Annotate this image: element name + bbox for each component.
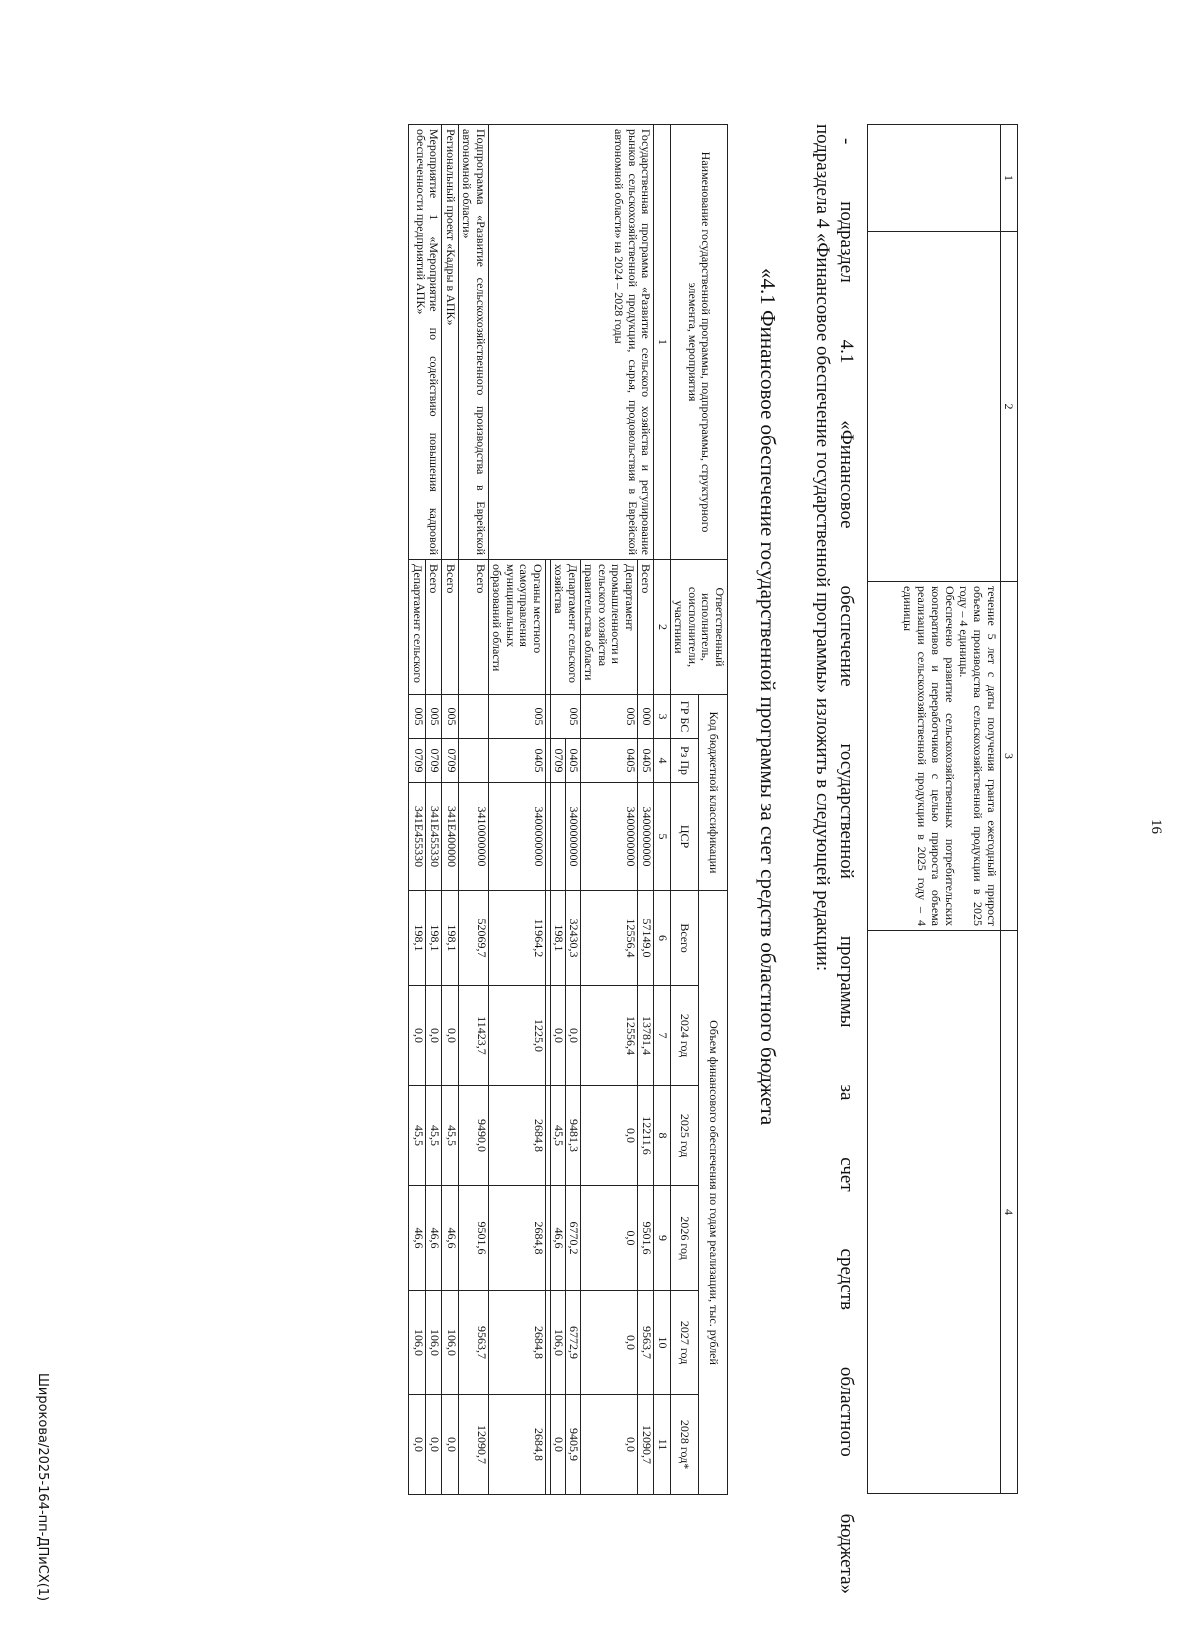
year-2027-cell: 106,0 <box>426 1291 443 1395</box>
year-2026-cell: 2684,8 <box>489 1186 546 1291</box>
col-number: 11 <box>654 1395 671 1495</box>
year-2028-cell: 12090,7 <box>638 1395 655 1495</box>
year-2025-cell: 2684,8 <box>489 1086 546 1186</box>
year-2024-cell: 1225,0 <box>489 986 546 1086</box>
year-2026-cell: 9501,6 <box>638 1186 655 1291</box>
header-volume: Объем финансового обеспечения по годам реализации, тыс. рублей <box>699 891 728 1495</box>
column-number-row <box>654 125 671 1495</box>
year-2024-cell: 0,0 <box>426 986 443 1086</box>
col-number: 1 <box>1001 125 1018 232</box>
header-year-2026: 2026 год <box>671 1186 700 1291</box>
table-row <box>868 125 1001 1494</box>
rzpr-cell: 0709 <box>426 739 443 783</box>
table-row <box>638 125 655 1495</box>
section-title: «4.1 Финансовое обеспечение государственной программы за счет средств областного бюджета <box>756 268 780 1126</box>
csr-cell: 3400000000 <box>581 783 638 891</box>
document-code: Широкова/2025-164-пп-ДПиСХ(1) <box>35 1373 50 1602</box>
table-row <box>1001 125 1018 1494</box>
header-year-2028: 2028 год* <box>671 1395 700 1495</box>
year-2027-cell: 6772,9 <box>566 1291 581 1395</box>
col-number: 3 <box>654 695 671 739</box>
year-2026-cell: 6770,2 <box>566 1186 581 1291</box>
rzpr-cell: 0405 <box>489 739 546 783</box>
year-2025-cell: 45,5 <box>426 1086 443 1186</box>
year-2025-cell: 0,0 <box>581 1086 638 1186</box>
header-total: Всего <box>671 891 700 986</box>
year-2024-cell: 12556,4 <box>581 986 638 1086</box>
year-2028-cell: 0,0 <box>426 1395 443 1495</box>
total-cell: 198,1 <box>409 891 426 986</box>
total-cell: 52069,7 <box>459 891 489 986</box>
table-row <box>459 125 489 1495</box>
amendment-line: - подраздел 4.1 «Финансовое обеспечение государственной программы за счет средств областного бюджета» <box>836 138 857 1594</box>
indicator-description-cell <box>868 582 1001 931</box>
table-cell <box>546 1086 551 1186</box>
grbs-cell: 000 <box>638 695 655 739</box>
table-cell <box>546 560 551 695</box>
year-2024-cell: 11423,7 <box>459 986 489 1086</box>
col-number: 2 <box>654 560 671 695</box>
amendment-text <box>810 124 858 1594</box>
year-2024-cell: 0,0 <box>551 986 566 1086</box>
col-number: 1 <box>654 125 671 560</box>
csr-cell: 341Е455330 <box>426 783 443 891</box>
year-2027-cell: 9563,7 <box>459 1291 489 1395</box>
executor-cell: Департамент сельского <box>409 560 426 695</box>
header-budget-code: Код бюджетной классификации <box>699 695 728 891</box>
total-cell: 198,1 <box>551 891 566 986</box>
col-number: 4 <box>1001 931 1018 1494</box>
executor-cell: Департамент сельского хозяйства <box>551 560 581 695</box>
year-2027-cell: 106,0 <box>551 1291 566 1395</box>
year-2026-cell: 0,0 <box>581 1186 638 1291</box>
table-cell <box>546 695 551 739</box>
header-grbs: ГР БС <box>671 695 700 739</box>
year-2028-cell: 0,0 <box>442 1395 459 1495</box>
rzpr-cell: 0709 <box>442 739 459 783</box>
executor-cell: Органы местного самоуправления муниципальных образований области <box>489 560 546 695</box>
grbs-cell: 005 <box>551 695 581 739</box>
year-2025-cell: 45,5 <box>551 1086 566 1186</box>
csr-cell: 3400000000 <box>566 783 581 891</box>
total-cell: 57149,0 <box>638 891 655 986</box>
rzpr-cell: 0405 <box>566 739 581 783</box>
total-cell: 11964,2 <box>489 891 546 986</box>
total-cell: 198,1 <box>442 891 459 986</box>
grbs-cell: 005 <box>581 695 638 739</box>
grbs-cell: 005 <box>442 695 459 739</box>
year-2027-cell: 2684,8 <box>489 1291 546 1395</box>
header-year-2024: 2024 год <box>671 986 700 1086</box>
table-cell <box>868 125 1001 232</box>
total-cell: 198,1 <box>426 891 443 986</box>
grbs-cell: 005 <box>426 695 443 739</box>
col-number: 4 <box>654 739 671 783</box>
year-2024-cell: 13781,4 <box>638 986 655 1086</box>
total-cell: 12556,4 <box>581 891 638 986</box>
col-number: 3 <box>1001 582 1018 931</box>
col-number: 7 <box>654 986 671 1086</box>
table-row <box>426 125 443 1495</box>
table-cell <box>546 739 551 783</box>
year-2025-cell: 45,5 <box>409 1086 426 1186</box>
total-cell: 32430,3 <box>566 891 581 986</box>
table-cell <box>868 931 1001 1494</box>
indicator-text: течение 5 лет с даты получения гранта ежегодный прирост объема производства сельскохозяйственной продукции в 2025 году – 4 единицы. <box>957 586 999 926</box>
year-2026-cell: 46,6 <box>551 1186 566 1291</box>
csr-cell: 341Е400000 <box>442 783 459 891</box>
rzpr-cell: 0405 <box>581 739 638 783</box>
year-2027-cell: 0,0 <box>581 1291 638 1395</box>
year-2025-cell: 45,5 <box>442 1086 459 1186</box>
executor-cell: Всего <box>459 560 489 695</box>
grbs-cell <box>459 695 489 739</box>
csr-cell: 3400000000 <box>638 783 655 891</box>
table-cell <box>546 1186 551 1291</box>
year-2024-cell: 0,0 <box>566 986 581 1086</box>
program-name-cell: Государственная программа «Развитие сельского хозяйства и регулирование рынков сельскохозяйственной продукции, сырья, продовольствия в Еврейской автономной области» на 2024 – 2028 годы <box>489 125 655 560</box>
year-2025-cell: 9490,0 <box>459 1086 489 1186</box>
year-2027-cell: 106,0 <box>409 1291 426 1395</box>
continuation-table <box>867 124 1018 1494</box>
col-number: 6 <box>654 891 671 986</box>
year-2028-cell: 0,0 <box>551 1395 566 1495</box>
year-2028-cell: 2684,8 <box>489 1395 546 1495</box>
year-2026-cell: 46,6 <box>426 1186 443 1291</box>
year-2027-cell: 9563,7 <box>638 1291 655 1395</box>
year-2028-cell: 12090,7 <box>459 1395 489 1495</box>
csr-cell: 3400000000 <box>489 783 546 891</box>
header-year-2027: 2027 год <box>671 1291 700 1395</box>
table-cell <box>546 1291 551 1395</box>
rzpr-cell: 0709 <box>551 739 566 783</box>
year-2026-cell: 46,6 <box>409 1186 426 1291</box>
table-cell <box>868 232 1001 582</box>
executor-cell: Всего <box>426 560 443 695</box>
year-2028-cell: 0,0 <box>581 1395 638 1495</box>
financing-table <box>409 124 729 1495</box>
year-2026-cell: 46,6 <box>442 1186 459 1291</box>
year-2024-cell: 0,0 <box>442 986 459 1086</box>
csr-cell: 341Е455330 <box>409 783 426 891</box>
year-2025-cell: 9481,3 <box>566 1086 581 1186</box>
header-csr: ЦСР <box>671 783 700 891</box>
year-2028-cell: 0,0 <box>409 1395 426 1495</box>
executor-cell: Всего <box>638 560 655 695</box>
col-number: 8 <box>654 1086 671 1186</box>
indicator-text: Обеспечено развитие сельскохозяйственных потребительских кооперативов и переработчиков с целью прироста объема реализации сельскохозяйственной продукции в 2025 году – 4 единицы <box>901 586 957 926</box>
table-cell <box>546 891 551 986</box>
table-cell <box>546 1395 551 1495</box>
table-cell <box>546 986 551 1086</box>
rzpr-cell: 0709 <box>409 739 426 783</box>
header-executor: Ответственный исполнитель, соисполнители, участники <box>671 560 728 695</box>
page-number: 16 <box>1148 819 1164 834</box>
col-number: 9 <box>654 1186 671 1291</box>
header-year-2025: 2025 год <box>671 1086 700 1186</box>
header-name: Наименование государственной программы, подпрограммы, структурного элемента, мероприятия <box>671 125 728 560</box>
csr-cell: 3410000000 <box>459 783 489 891</box>
grbs-cell: 005 <box>409 695 426 739</box>
table-row <box>442 125 459 1495</box>
executor-cell: Департамент промышленности и сельского хозяйства правительства области <box>581 560 638 695</box>
col-number: 10 <box>654 1291 671 1395</box>
col-number: 5 <box>654 783 671 891</box>
csr-cell <box>551 783 566 891</box>
year-2027-cell: 106,0 <box>442 1291 459 1395</box>
grbs-cell: 005 <box>489 695 546 739</box>
measure-name-cell: Мероприятие 1 «Мероприятие по содействию повышения кадровой обеспеченности предприятий АПК» <box>409 125 442 560</box>
subprogram-name-cell: Подпрограмма «Развитие сельскохозяйственного производства в Еврейской автономной области» <box>459 125 489 560</box>
year-2024-cell: 0,0 <box>409 986 426 1086</box>
year-2026-cell: 9501,6 <box>459 1186 489 1291</box>
year-2025-cell: 12211,6 <box>638 1086 655 1186</box>
executor-cell: Всего <box>442 560 459 695</box>
header-rzpr: Рз Пр <box>671 739 700 783</box>
year-2028-cell: 9405,9 <box>566 1395 581 1495</box>
regional-project-name-cell: Региональный проект «Кадры в АПК» <box>442 125 459 560</box>
col-number: 2 <box>1001 232 1018 582</box>
header-row <box>699 125 728 1495</box>
amendment-line: подраздела 4 «Финансовое обеспечение государственной программы» изложить в следующей редакции: <box>812 124 833 972</box>
rzpr-cell <box>459 739 489 783</box>
rzpr-cell: 0405 <box>638 739 655 783</box>
table-cell <box>546 783 551 891</box>
